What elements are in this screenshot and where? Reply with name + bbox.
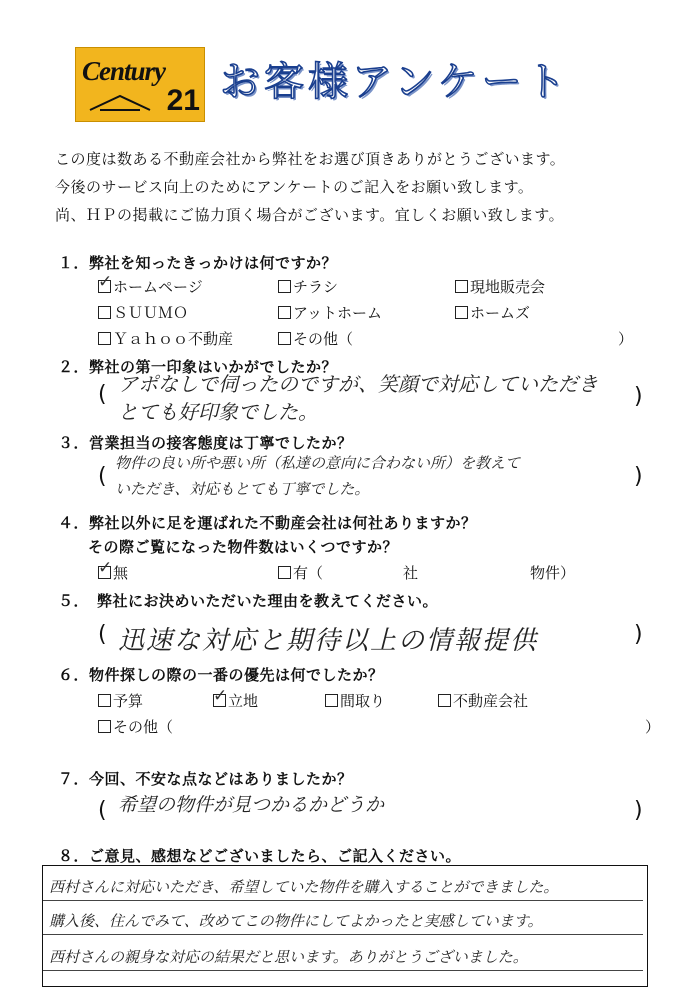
q1-option-suumo[interactable] — [98, 302, 188, 323]
comment-box[interactable] — [42, 865, 648, 987]
open-paren: ( — [98, 798, 107, 823]
option-label: 立地 — [228, 692, 259, 710]
question-7: ７．今回、不安な点などはありましたか？ — [58, 770, 353, 788]
logo-word: Century — [82, 56, 166, 86]
q1-option-other[interactable] — [278, 328, 353, 349]
q1-option-open-house[interactable] — [455, 276, 545, 297]
close-paren: ) — [634, 622, 643, 647]
logo-number: 21 — [166, 84, 200, 117]
option-label: その他（ — [113, 718, 174, 736]
q1-option-yahoo[interactable] — [98, 328, 233, 349]
q2-answer-line-2: とても好印象でした。 — [118, 400, 318, 424]
q1-close-paren: ） — [618, 330, 634, 348]
q6-option-realestate[interactable] — [438, 690, 528, 711]
comment-rule — [43, 970, 643, 971]
checkbox[interactable] — [455, 306, 468, 319]
q8-answer-line-3: 西村さんの親身な対応の結果だと思います。ありがとうございました。 — [49, 948, 528, 966]
q1-option-flyer[interactable] — [278, 276, 338, 297]
open-paren: ( — [98, 464, 107, 489]
page-title: お客様アンケート — [220, 59, 570, 105]
house-roof-icon — [88, 92, 158, 112]
option-label: 予算 — [113, 692, 144, 710]
option-label: チラシ — [293, 278, 339, 296]
question-1: １．弊社を知ったきっかけは何ですか？ — [58, 254, 338, 272]
q8-answer-line-2: 購入後、住んでみて、改めてこの物件にしてよかったと実感しています。 — [49, 912, 543, 930]
q4-unit-property: 物件） — [530, 564, 576, 582]
close-paren: ) — [634, 384, 643, 409]
q6-option-layout[interactable] — [325, 690, 385, 711]
q4-option-yes[interactable] — [278, 562, 323, 583]
checkbox-checked[interactable] — [98, 558, 113, 579]
intro-line-2: 今後のサービス向上のためにアンケートのご記入をお願い致します。 — [55, 178, 534, 196]
question-6: ６．物件探しの際の一番の優先は何でしたか？ — [58, 666, 384, 684]
q1-option-athome[interactable] — [278, 302, 382, 323]
option-label: 無 — [113, 564, 129, 582]
check-mark-icon: ✓ — [98, 272, 113, 292]
intro-line-3: 尚、ＨＰの掲載にご協力頂く場合がございます。宜しくお願い致します。 — [55, 206, 565, 224]
q6-close-paren: ） — [645, 718, 661, 736]
checkbox[interactable] — [278, 306, 291, 319]
question-4: ４．弊社以外に足を運ばれた不動産会社は何社ありますか？ — [58, 514, 477, 532]
checkbox[interactable] — [278, 566, 291, 579]
open-paren: ( — [98, 382, 107, 407]
q2-answer-line-1: アポなしで伺ったのですが、笑顔で対応していただき — [118, 372, 598, 396]
option-label: 不動産会社 — [453, 692, 529, 710]
comment-rule — [43, 900, 643, 901]
century21-logo — [75, 47, 205, 122]
checkbox[interactable] — [438, 694, 451, 707]
q6-option-location[interactable] — [213, 686, 259, 711]
checkbox[interactable] — [98, 332, 111, 345]
q6-option-budget[interactable] — [98, 690, 143, 711]
q6-option-other[interactable] — [98, 716, 173, 737]
q7-answer: 希望の物件が見つかるかどうか — [118, 794, 385, 816]
checkbox-checked[interactable] — [98, 272, 113, 293]
close-paren: ) — [634, 798, 643, 823]
option-label: アットホーム — [293, 304, 382, 322]
open-paren: ( — [98, 622, 107, 647]
check-mark-icon: ✓ — [213, 686, 228, 706]
close-paren: ) — [634, 464, 643, 489]
q3-answer-line-2: いただき、対応もとても丁寧でした。 — [115, 480, 370, 498]
option-label: ホームページ — [113, 278, 203, 296]
intro-line-1: この度は数ある不動産会社から弊社をお選び頂きありがとうございます。 — [55, 150, 566, 168]
q1-option-homes[interactable] — [455, 302, 530, 323]
checkbox-checked[interactable] — [213, 686, 228, 707]
comment-rule — [43, 934, 643, 935]
checkbox[interactable] — [98, 720, 111, 733]
q4-unit-company: 社 — [403, 564, 419, 582]
checkbox[interactable] — [98, 306, 111, 319]
question-5: ５． 弊社にお決めいただいた理由を教えてください。 — [58, 592, 439, 610]
check-mark-icon: ✓ — [98, 558, 113, 578]
question-2: ２．弊社の第一印象はいかがでしたか？ — [58, 358, 338, 376]
q4-option-none[interactable] — [98, 558, 129, 583]
option-label: 現地販売会 — [470, 278, 546, 296]
option-label: 間取り — [340, 692, 386, 710]
question-3: ３．営業担当の接客態度は丁寧でしたか？ — [58, 434, 353, 452]
question-4-sub: その際ご覧になった物件数はいくつですか？ — [88, 538, 399, 556]
q1-option-homepage[interactable] — [98, 272, 203, 297]
checkbox[interactable] — [278, 280, 291, 293]
option-label: ホームズ — [470, 304, 531, 322]
option-label: その他（ — [293, 330, 354, 348]
checkbox[interactable] — [325, 694, 338, 707]
checkbox[interactable] — [455, 280, 468, 293]
q3-answer-line-1: 物件の良い所や悪い所（私達の意向に合わない所）を教えて — [115, 454, 521, 472]
option-label: 有（ — [293, 564, 324, 582]
question-8: ８．ご意見、感想などございましたら、ご記入ください。 — [58, 847, 462, 865]
checkbox[interactable] — [278, 332, 291, 345]
q5-answer: 迅速な対応と期待以上の情報提供 — [118, 626, 539, 656]
q8-answer-line-1: 西村さんに対応いただき、希望していた物件を購入することができました。 — [49, 878, 559, 896]
option-label: ＳＵＵＭＯ — [113, 304, 189, 322]
option-label: Ｙａｈｏｏ不動産 — [113, 330, 234, 348]
checkbox[interactable] — [98, 694, 111, 707]
